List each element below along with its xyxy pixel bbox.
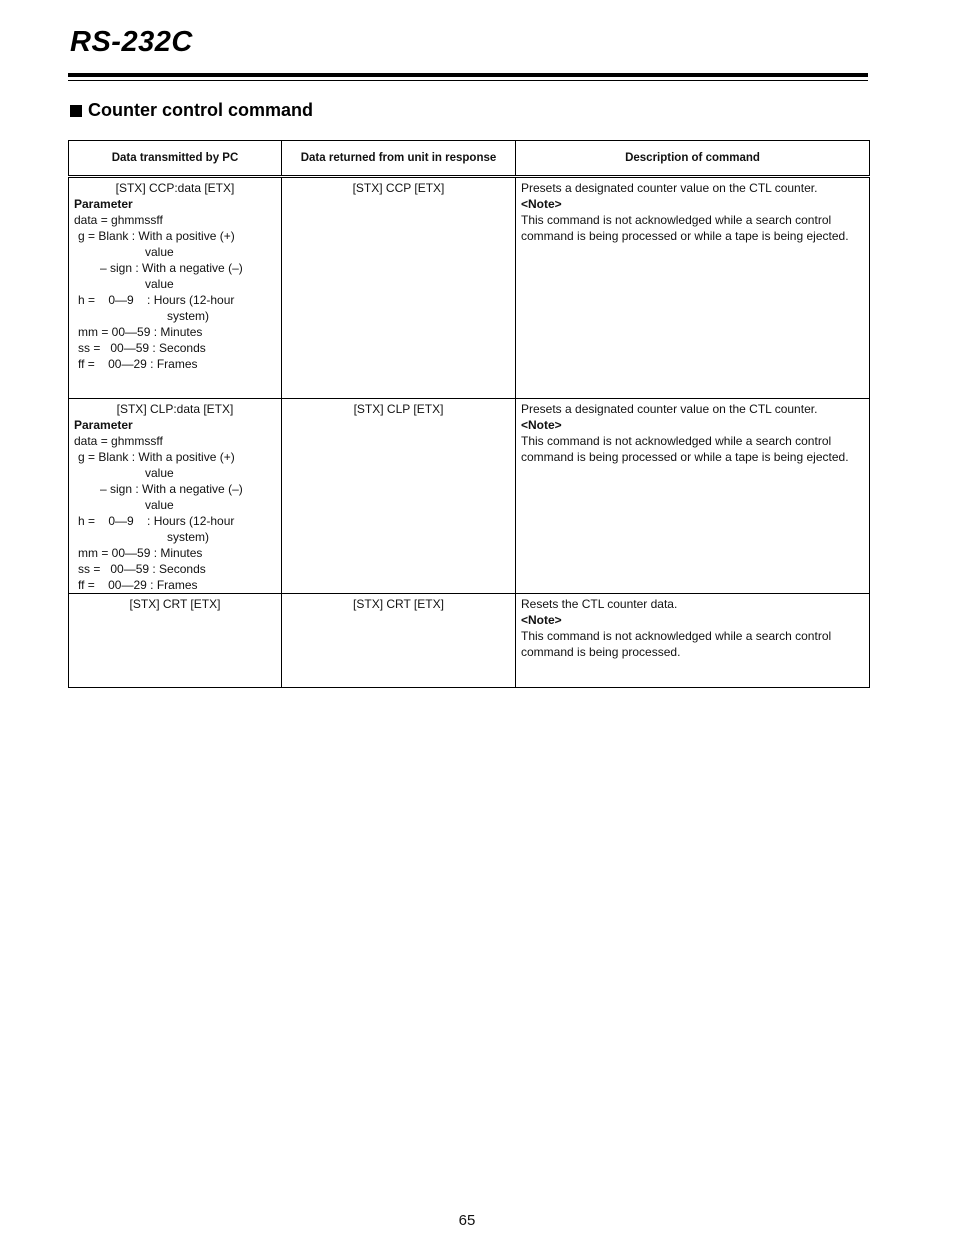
param-ff-line: ff = 00—29 : Frames xyxy=(78,357,198,371)
param-g-value: value xyxy=(145,245,174,259)
param-h-system: system) xyxy=(167,530,209,544)
param-neg-line: – sign : With a negative (–) xyxy=(100,261,243,275)
param-g-value: value xyxy=(145,466,174,480)
transmit-cell xyxy=(69,399,282,594)
section-heading xyxy=(70,100,313,121)
param-neg-line: – sign : With a negative (–) xyxy=(100,482,243,496)
parameter-label: Parameter xyxy=(74,197,133,211)
note-text: This command is not acknowledged while a search control command is being processed. xyxy=(521,629,832,659)
header-rule-thin xyxy=(68,80,868,81)
param-g-line: g = Blank : With a positive (+) xyxy=(78,229,235,243)
header-data-returned: Data returned from unit in response xyxy=(282,141,516,177)
param-ss-line: ss = 00—59 : Seconds xyxy=(78,562,206,576)
parameter-label: Parameter xyxy=(74,418,133,432)
note-label: <Note> xyxy=(521,418,562,432)
note-label: <Note> xyxy=(521,613,562,627)
description-text: Resets the CTL counter data. xyxy=(521,597,678,611)
transmit-command: [STX] CLP:data [ETX] xyxy=(116,402,234,416)
document-title: RS-232C xyxy=(70,26,193,58)
param-h-line: h = 0—9 : Hours (12-hour xyxy=(78,293,235,307)
param-h-system: system) xyxy=(167,309,209,323)
description-text: Presets a designated counter value on the CTL counter. xyxy=(521,402,818,416)
param-ss-line: ss = 00—59 : Seconds xyxy=(78,341,206,355)
response-cell xyxy=(282,399,516,594)
table-row xyxy=(69,399,870,594)
param-ff-line: ff = 00—29 : Frames xyxy=(78,578,198,592)
description-cell xyxy=(516,177,870,399)
param-h-line: h = 0—9 : Hours (12-hour xyxy=(78,514,235,528)
section-heading-text: Counter control command xyxy=(88,100,314,120)
param-data-line: data = ghmmssff xyxy=(74,213,163,227)
response-cell xyxy=(282,177,516,399)
response-cell xyxy=(282,594,516,688)
table-row xyxy=(69,177,870,399)
command-table xyxy=(68,140,870,688)
transmit-command: [STX] CRT [ETX] xyxy=(129,597,221,611)
description-text: Presets a designated counter value on the CTL counter. xyxy=(521,181,818,195)
description-cell xyxy=(516,594,870,688)
page-number: 65 xyxy=(458,1212,476,1229)
param-neg-value: value xyxy=(145,277,174,291)
response-command: [STX] CRT [ETX] xyxy=(353,597,444,611)
table-header-row xyxy=(69,141,870,177)
note-text: This command is not acknowledged while a search control command is being processed or while a tape is being ejected. xyxy=(521,434,849,464)
header-data-transmitted: Data transmitted by PC xyxy=(69,141,282,177)
param-neg-value: value xyxy=(145,498,174,512)
header-rule-thick xyxy=(68,73,868,77)
param-data-line: data = ghmmssff xyxy=(74,434,163,448)
note-label: <Note> xyxy=(521,197,562,211)
response-command: [STX] CCP [ETX] xyxy=(352,181,445,195)
square-bullet-icon xyxy=(70,105,82,117)
transmit-cell xyxy=(69,594,282,688)
transmit-command: [STX] CCP:data [ETX] xyxy=(115,181,235,195)
param-mm-line: mm = 00—59 : Minutes xyxy=(78,325,203,339)
transmit-cell xyxy=(69,177,282,399)
header-description: Description of command xyxy=(516,141,870,177)
note-text: This command is not acknowledged while a search control command is being processed or while a tape is being ejected. xyxy=(521,213,849,243)
table-row xyxy=(69,594,870,688)
param-g-line: g = Blank : With a positive (+) xyxy=(78,450,235,464)
description-cell xyxy=(516,399,870,594)
param-mm-line: mm = 00—59 : Minutes xyxy=(78,546,203,560)
response-command: [STX] CLP [ETX] xyxy=(353,402,444,416)
